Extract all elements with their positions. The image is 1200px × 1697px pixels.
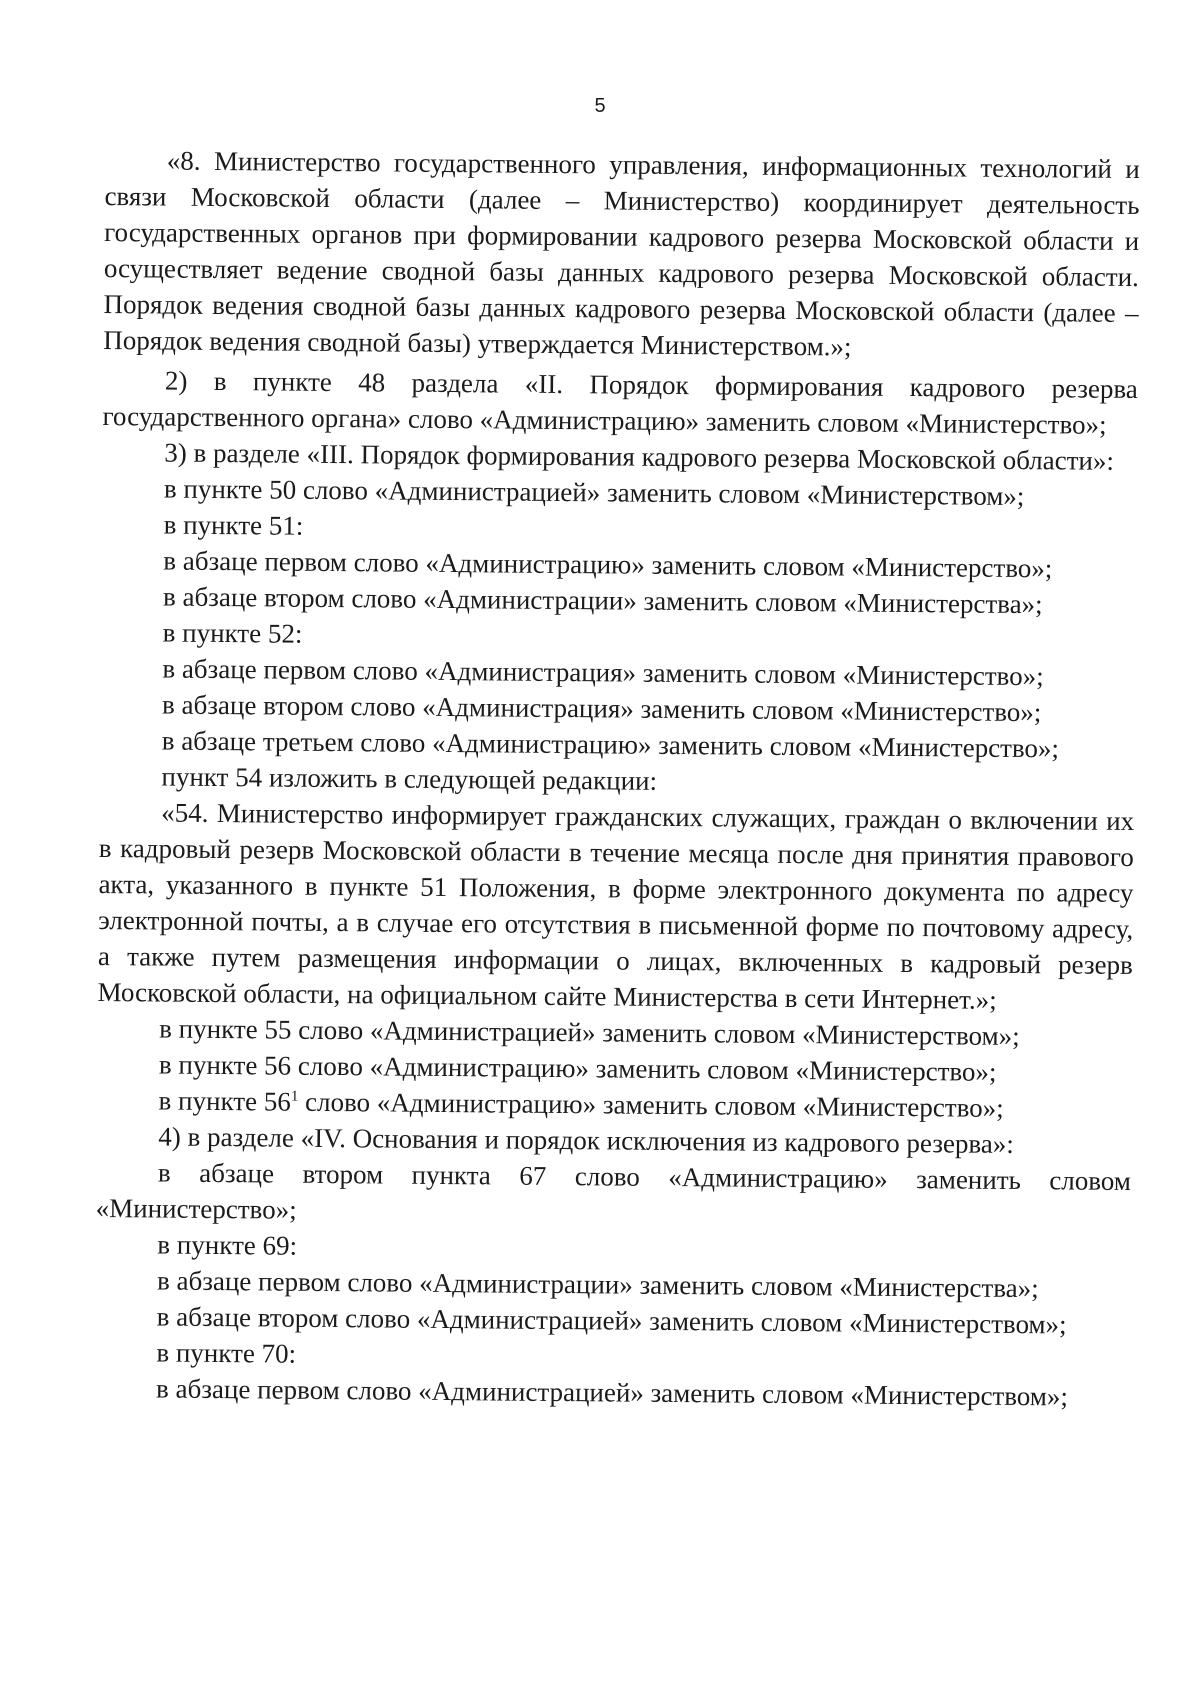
- paragraph-point-70: в пункте 70:: [156, 1337, 297, 1369]
- paragraph-point-51: в пункте 51:: [163, 509, 304, 541]
- paragraph-point-52-second: в абзаце втором слово «Администрация» заменить словом «Министерство»;: [161, 689, 1042, 728]
- paragraph-point-54-text: «54. Министерство информирует гражданских служащих, граждан о включении их в кадровый резерв Московской области в течение месяца после дня принятия правового акта, указанного в пункте 51 Положения, в форме электронного документа по адресу электронной почты, а в случае его отсутствия в письменной форме по почтовому адресу, а также путем размещения информации о лицах, включенных в кадровый резерв Московской области, на официальном сайте Министерства в сети Интернет.»;: [97, 797, 1135, 1015]
- paragraph-point-52: в пункте 52:: [162, 617, 303, 649]
- paragraph-amendment-3: 3) в разделе «III. Порядок формирования кадрового резерва Московской области»:: [164, 437, 1115, 476]
- paragraph-point-69-second: в абзаце втором слово «Администрацией» заменить словом «Министерством»;: [156, 1301, 1067, 1340]
- paragraph-point-70-first: в абзаце первом слово «Администрацией» заменить словом «Министерством»;: [155, 1373, 1069, 1412]
- page-number: 5: [594, 95, 606, 117]
- paragraph-point-69-first: в абзаце первом слово «Администрации» заменить словом «Министерства»;: [156, 1265, 1039, 1304]
- point-56-1-superscript: 1: [290, 1088, 299, 1105]
- paragraph-point-55: в пункте 55 слово «Администрацией» заменить словом «Министерством»;: [159, 1013, 1020, 1052]
- paragraph-point-56: в пункте 56 слово «Администрацию» заменить словом «Министерство»;: [158, 1049, 997, 1087]
- paragraph-point-51-second: в абзаце втором слово «Администрации» заменить словом «Министерства»;: [162, 581, 1043, 620]
- paragraph-item-8: «8. Министерство государственного управления, информационных технологий и связи Московской области (далее – Министерство) координирует деятельность государственных органов при формировании кадрового резерва Московской области и осуществляет ведение сводной базы данных кадрового резерва Московской области. Порядок ведения сводной базы данных кадрового резерва Московской области (далее – Порядок ведения сводной базы) утверждается Министерством.»;: [103, 145, 1140, 362]
- point-56-1-suffix: слово «Администрацию» заменить словом «Министерство»;: [298, 1086, 1004, 1123]
- paragraph-amendment-4: 4) в разделе «IV. Основания и порядок исключения из кадрового резерва»:: [158, 1121, 1014, 1159]
- paragraph-point-50: в пункте 50 слово «Администрацией» заменить словом «Министерством»;: [163, 473, 1025, 512]
- paragraph-amendment-2: 2) в пункте 48 раздела «II. Порядок формирования кадрового резерва государственного органа» слово «Администрацию» заменить словом «Министерство»;: [102, 365, 1139, 440]
- paragraph-point-52-first: в абзаце первом слово «Администрация» заменить словом «Министерство»;: [162, 653, 1044, 692]
- paragraph-point-67: в абзаце втором пункта 67 слово «Администрацию» заменить словом «Министерство»;: [95, 1157, 1132, 1225]
- document-body: [94, 142, 1140, 1415]
- point-56-1-prefix: в пункте 56: [158, 1085, 291, 1117]
- paragraph-point-54-intro: пункт 54 изложить в следующей редакции:: [161, 761, 658, 796]
- paragraph-point-69: в пункте 69:: [157, 1229, 298, 1261]
- paragraph-point-51-first: в абзаце первом слово «Администрацию» заменить словом «Министерство»;: [163, 545, 1053, 584]
- paragraph-point-52-third: в абзаце третьем слово «Администрацию» заменить словом «Министерство»;: [161, 725, 1060, 764]
